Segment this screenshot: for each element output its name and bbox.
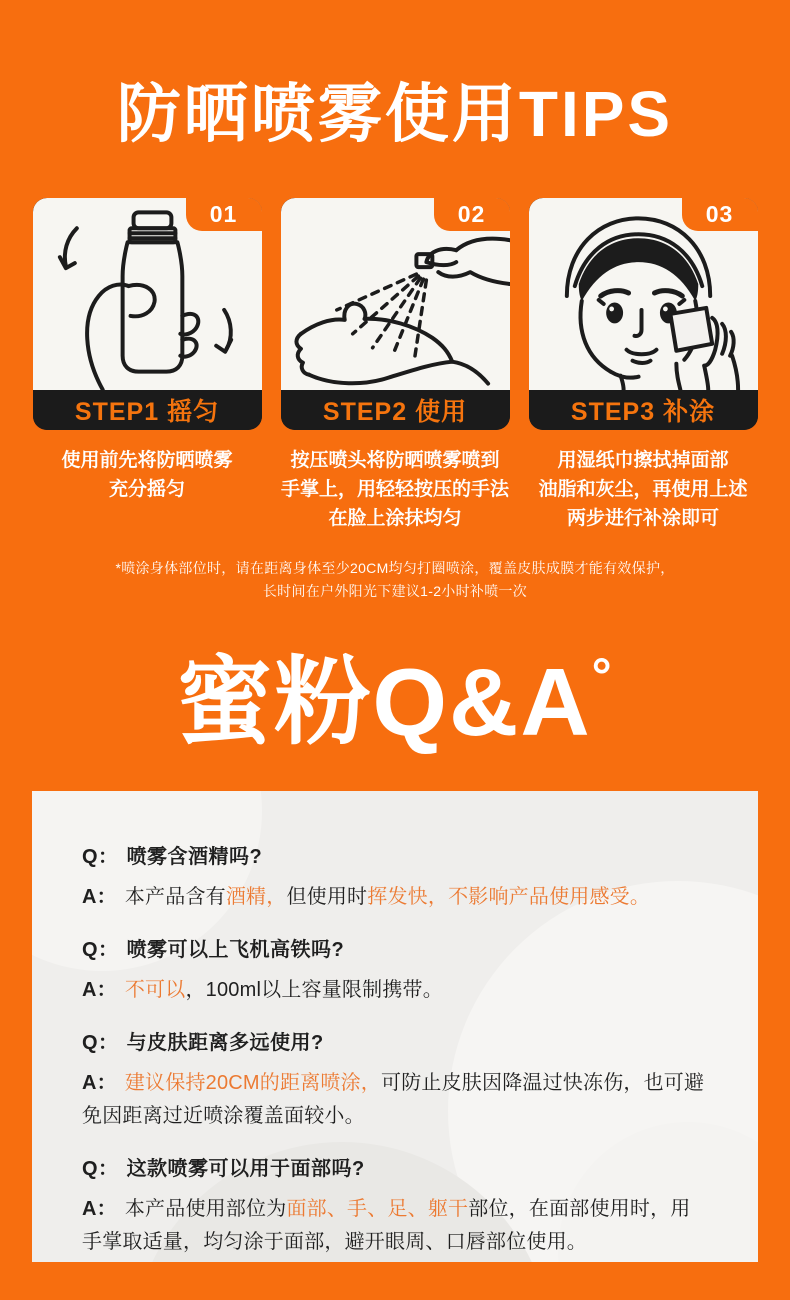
- step1-badge: 01: [186, 198, 262, 231]
- degree-mark: °: [591, 647, 614, 704]
- question-text: 喷雾可以上飞机高铁吗?: [126, 939, 345, 962]
- footnote-line: 长时间在户外阳光下建议1-2小时补喷一次: [262, 582, 528, 599]
- answer-segment-highlight: 面部、手、足、躯干: [286, 1198, 469, 1221]
- answer-segment: 但使用时: [286, 886, 368, 909]
- step-descriptions-row: [0, 446, 790, 533]
- qa-item-travel: [82, 936, 708, 1007]
- step3-label: STEP3 补涂: [529, 390, 758, 430]
- step-card-1: [33, 198, 262, 430]
- step-card-2: [281, 198, 510, 430]
- step2-label: STEP2 使用: [281, 390, 510, 430]
- answer-row: [82, 974, 708, 1007]
- step1-description: [33, 446, 262, 533]
- answer-segment-highlight: 不可以: [124, 979, 186, 1002]
- step2-description: [281, 446, 510, 533]
- answer-prefix: A：: [82, 886, 117, 909]
- page-title: 防晒喷雾使用TIPS: [116, 78, 674, 150]
- step3-desc-line: 用湿纸巾擦拭掉面部: [557, 449, 729, 471]
- answer-segment-highlight: 酒精，: [225, 886, 287, 909]
- step1-desc-line: 使用前先将防晒喷雾: [61, 449, 233, 471]
- qa-item-face-use: [82, 1155, 708, 1259]
- answer-prefix: A：: [82, 1072, 117, 1095]
- usage-footnote: [0, 557, 790, 603]
- step1-label: STEP1 摇匀: [33, 390, 262, 430]
- step2-desc-line: 手掌上，用轻轻按压的手法: [280, 478, 509, 500]
- step3-description: [529, 446, 758, 533]
- answer-segment-highlight: 建议保持20CM的距离喷涂，: [124, 1072, 381, 1095]
- answer-segment: 本产品含有: [124, 886, 226, 909]
- answer-prefix: A：: [82, 1198, 117, 1221]
- step2-desc-line: 在脸上涂抹均匀: [328, 507, 462, 529]
- answer-segment: 部位，在面部使用时，用手掌取适量，均匀涂于面部，避开眼周、口唇部位使用。: [82, 1198, 691, 1254]
- question-text: 喷雾含酒精吗?: [126, 846, 263, 869]
- answer-row: [82, 1067, 708, 1133]
- answer-row: [82, 1193, 708, 1259]
- step3-desc-line: 油脂和灰尘，再使用上述: [538, 478, 748, 500]
- answer-segment: 本产品使用部位为: [124, 1198, 287, 1221]
- question-text: 这款喷雾可以用于面部吗?: [126, 1158, 365, 1181]
- answer-segment: ，100ml以上容量限制携带。: [185, 979, 443, 1002]
- question-prefix: Q：: [82, 846, 119, 869]
- question-row: [82, 1155, 708, 1183]
- question-prefix: Q：: [82, 939, 119, 962]
- answer-row: [82, 881, 708, 914]
- step2-desc-line: 按压喷头将防晒喷雾喷到: [290, 449, 500, 471]
- step1-desc-line: 充分摇匀: [108, 478, 185, 500]
- qa-title-text: 蜜粉Q&A: [176, 648, 592, 756]
- question-row: [82, 936, 708, 964]
- question-row: [82, 843, 708, 871]
- footnote-line: *喷涂身体部位时，请在距离身体至少20CM均匀打圈喷涂，覆盖皮肤成膜才能有效保护，: [115, 559, 675, 576]
- step3-badge: 03: [682, 198, 758, 231]
- qa-item-alcohol: [82, 843, 708, 914]
- question-row: [82, 1029, 708, 1057]
- step3-desc-line: 两步进行补涂即可: [566, 507, 719, 529]
- answer-segment-highlight: 挥发快，不影响产品使用感受。: [367, 886, 651, 909]
- qa-section-title: [0, 647, 790, 756]
- question-prefix: Q：: [82, 1032, 119, 1055]
- question-prefix: Q：: [82, 1158, 119, 1181]
- qa-list: [82, 843, 708, 1259]
- step-card-3: [529, 198, 758, 430]
- answer-prefix: A：: [82, 979, 117, 1002]
- qa-panel: [32, 791, 758, 1262]
- step-cards-row: [0, 198, 790, 430]
- qa-item-distance: [82, 1029, 708, 1133]
- step2-badge: 02: [434, 198, 510, 231]
- question-text: 与皮肤距离多远使用?: [126, 1032, 324, 1055]
- answer-segment: 可防止皮肤因降温过快冻伤，也可避免因距离过近喷涂覆盖面较小。: [82, 1072, 705, 1128]
